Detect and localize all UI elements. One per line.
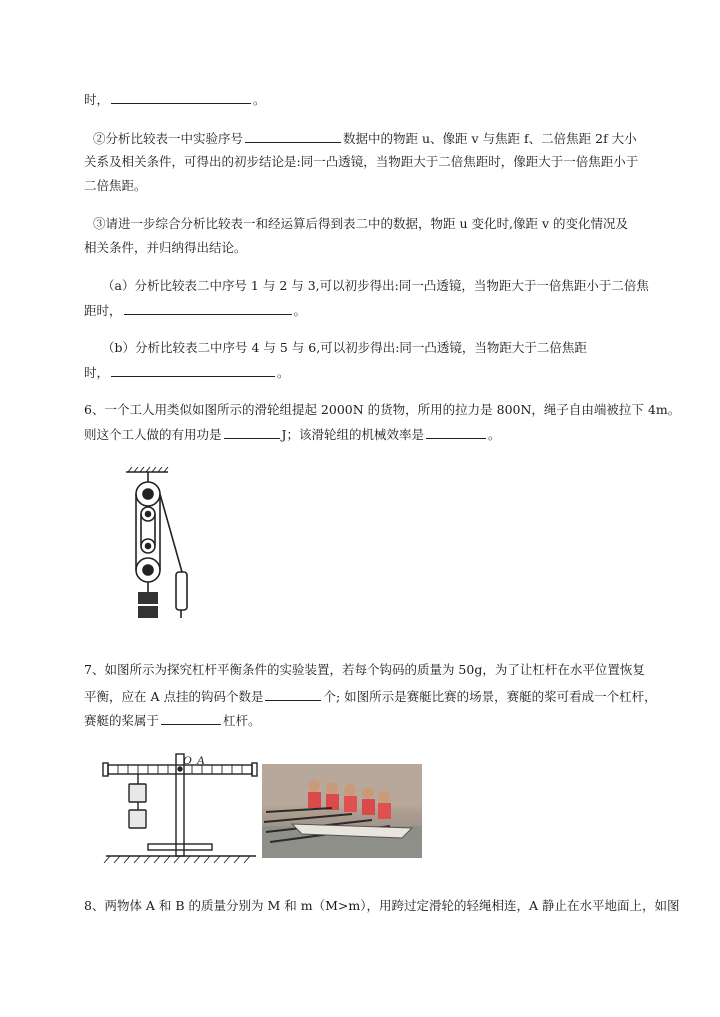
q7-line-3: 赛艇的桨属于 杠杆。 xyxy=(84,713,261,728)
hanging-weight xyxy=(138,592,158,604)
q6-line-1: 6、一个工人用类似如图所示的滑轮组提起 2000N 的货物，所用的拉力是 800N，绳子自由端被拉下 4m。 xyxy=(84,402,681,417)
q5-paragraph-3-line-1: ③请进一步综合分析比较表一和经运算后得到表二中的数据，物距 u 变化时,像距 v 的变化情况及 xyxy=(93,216,628,231)
q7-line-2: 平衡，应在 A 点挂的钩码个数是 个; 如图所示是赛艇比赛的场景，赛艇的桨可看成一个杠杆， xyxy=(84,689,657,704)
pulley-system-figure xyxy=(118,466,198,626)
answer-blank[interactable] xyxy=(124,302,292,315)
q5-paragraph-2-line-3: 二倍焦距。 xyxy=(84,178,147,193)
q8-line-1: 8、两物体 A 和 B 的质量分别为 M 和 m（M>m），用跨过定滑轮的轻绳相连，A 静止在水平地面上，如图 xyxy=(84,898,680,913)
q5-part-a-line-2: 距时， 。 xyxy=(84,303,307,318)
hook-weight xyxy=(129,784,146,802)
ground-hatch xyxy=(104,856,250,863)
base-plate xyxy=(148,844,212,850)
q5-paragraph-3-line-2: 相关条件，并归纳得出结论。 xyxy=(84,240,247,255)
q5-paragraph-2-line-2: 关系及相关条件，可得出的初步结论是:同一凸透镜，当物距大于二倍焦距时，像距大于一倍焦距小于 xyxy=(84,154,639,169)
hook-weight xyxy=(129,810,146,828)
q7-line-1: 7、如图所示为探究杠杆平衡条件的实验装置，若每个钩码的质量为 50g，为了让杠杆在水平位置恢复 xyxy=(84,662,645,677)
free-rope-end xyxy=(160,494,182,572)
q5-paragraph-2-line-1: ②分析比较表一中实验序号 数据中的物距 u、像距 v 与焦距 f、二倍焦距 2f 大小 xyxy=(93,131,637,146)
hanging-weight xyxy=(138,606,158,618)
point-o-label: O xyxy=(183,753,192,767)
rowing-photo-art xyxy=(262,764,422,858)
useful-work-blank[interactable] xyxy=(224,426,280,439)
efficiency-blank[interactable] xyxy=(426,426,486,439)
q5-line-1: 时， 。 xyxy=(84,92,266,107)
spring-scale xyxy=(176,572,187,610)
lever-apparatus-figure xyxy=(100,748,260,864)
rowing-race-photo xyxy=(262,764,422,858)
hook-count-blank[interactable] xyxy=(265,688,321,701)
q5-part-b-line-2: 时， 。 xyxy=(84,365,290,380)
answer-blank[interactable] xyxy=(245,130,341,143)
q6-line-2: 则这个工人做的有用功是 J；该滑轮组的机械效率是 。 xyxy=(84,427,501,442)
answer-blank[interactable] xyxy=(111,364,275,377)
q5-part-a-line-1: （a）分析比较表二中序号 1 与 2 与 3,可以初步得出:同一凸透镜，当物距大于一倍焦距小于二倍焦 xyxy=(102,278,649,293)
lever-type-blank[interactable] xyxy=(161,712,221,725)
q5-part-b-line-1: （b）分析比较表二中序号 4 与 5 与 6,可以初步得出:同一凸透镜，当物距大于二倍焦距 xyxy=(102,340,587,355)
answer-blank[interactable] xyxy=(111,91,251,104)
point-a-label: A xyxy=(197,753,205,767)
